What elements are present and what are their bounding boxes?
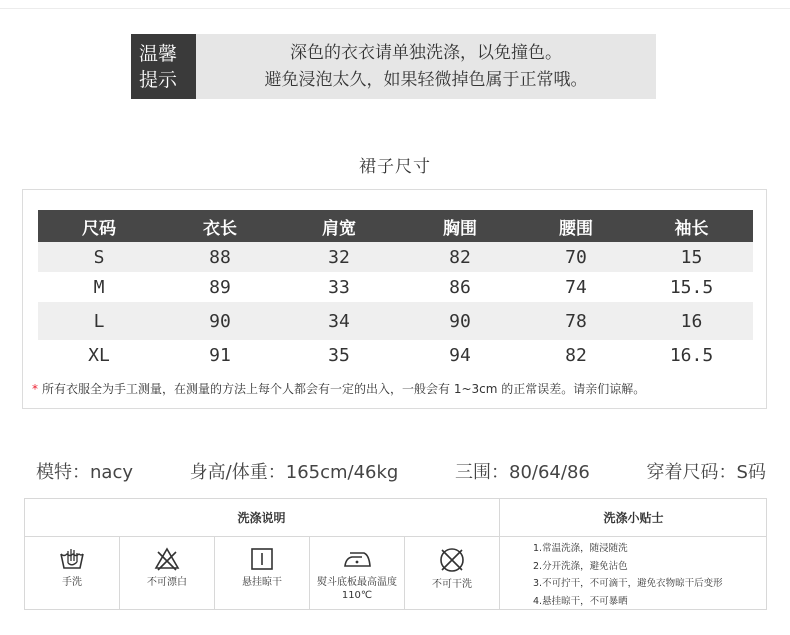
care-label: 手洗 bbox=[62, 577, 82, 588]
warm-tip-text bbox=[196, 34, 656, 99]
wash-tip: 3.不可拧干，不可滴干，避免衣物晾干后变形 bbox=[533, 578, 723, 589]
warm-tip-line1: 深色的衣衣请单独洗涤，以免撞色。 bbox=[290, 42, 562, 63]
table-cell: 70 bbox=[522, 242, 630, 272]
table-cell: 15 bbox=[630, 242, 753, 272]
header-shoulder: 肩宽 bbox=[280, 210, 398, 242]
table-cell: 90 bbox=[398, 302, 522, 340]
table-row bbox=[38, 302, 753, 340]
table-cell: M bbox=[93, 276, 105, 298]
care-item-hand-wash bbox=[24, 536, 120, 610]
table-cell: XL bbox=[88, 344, 110, 366]
hang-dry-icon bbox=[249, 546, 275, 572]
table-cell: 94 bbox=[449, 344, 471, 366]
header-bust: 胸围 bbox=[398, 210, 522, 242]
table-cell: 88 bbox=[160, 242, 280, 272]
table-cell: 32 bbox=[280, 242, 398, 272]
table-row bbox=[38, 272, 753, 302]
table-cell: 78 bbox=[522, 302, 630, 340]
care-label: 悬挂晾干 bbox=[242, 577, 282, 588]
size-table bbox=[38, 210, 753, 370]
care-label: 不可干洗 bbox=[432, 579, 472, 590]
model-name: 模特：nacy bbox=[36, 462, 133, 483]
table-cell: 35 bbox=[328, 344, 350, 366]
care-label: 熨斗底板最高温度110℃ bbox=[317, 577, 397, 601]
wash-tip: 4.悬挂晾干，不可暴晒 bbox=[533, 595, 628, 607]
table-row bbox=[38, 242, 753, 272]
no-bleach-icon bbox=[154, 546, 180, 572]
care-label: 不可漂白 bbox=[147, 577, 187, 588]
warm-tip-tag-line1: 温馨 bbox=[139, 42, 178, 65]
header-length: 衣长 bbox=[160, 210, 280, 242]
warm-tip-tag bbox=[131, 34, 196, 99]
top-divider bbox=[0, 8, 790, 9]
hand-wash-icon bbox=[59, 546, 85, 572]
size-chart-title: 裙子尺寸 bbox=[359, 157, 431, 177]
table-cell: S bbox=[38, 242, 160, 272]
wash-tip: 2.分开洗涤，避免沾色 bbox=[533, 560, 628, 572]
size-table-header bbox=[38, 210, 753, 242]
table-cell: 16 bbox=[630, 302, 753, 340]
no-dry-clean-icon bbox=[438, 546, 466, 574]
warm-tip-line2: 避免浸泡太久，如果轻微掉色属于正常哦。 bbox=[264, 69, 588, 90]
header-size: 尺码 bbox=[38, 210, 160, 242]
table-cell: 33 bbox=[328, 276, 350, 298]
model-info bbox=[36, 458, 766, 484]
table-cell: 15.5 bbox=[669, 276, 714, 298]
care-item-hang-dry bbox=[214, 536, 310, 610]
wash-tips-header: 洗涤小贴士 bbox=[603, 510, 664, 525]
table-cell: 86 bbox=[449, 276, 471, 298]
header-waist: 腰围 bbox=[522, 210, 630, 242]
table-cell: 16.5 bbox=[669, 344, 714, 366]
table-cell: 90 bbox=[160, 302, 280, 340]
table-cell: 89 bbox=[209, 276, 231, 298]
note-star: * bbox=[32, 382, 38, 396]
table-cell: 91 bbox=[209, 344, 231, 366]
measurement-note bbox=[32, 380, 645, 397]
care-item-no-dry-clean bbox=[404, 536, 500, 610]
model-measurements: 三围：80/64/86 bbox=[455, 462, 590, 483]
table-row bbox=[38, 340, 753, 370]
wash-tips-list bbox=[533, 540, 723, 610]
table-cell: 74 bbox=[565, 276, 587, 298]
warm-tip-tag-line2: 提示 bbox=[139, 68, 178, 91]
wash-tip: 1.常温洗涤，随浸随洗 bbox=[533, 543, 628, 554]
table-cell: 82 bbox=[398, 242, 522, 272]
wash-instructions-header: 洗涤说明 bbox=[237, 510, 286, 525]
model-height-weight: 身高/体重：165cm/46kg bbox=[189, 462, 399, 483]
care-item-no-bleach bbox=[119, 536, 215, 610]
table-cell: 82 bbox=[565, 344, 587, 366]
header-sleeve: 袖长 bbox=[630, 210, 753, 242]
iron-icon bbox=[342, 546, 372, 572]
note-text: 所有衣服全为手工测量，在测量的方法上每个人都会有一定的出入，一般会有 1~3cm 的正常误差。请亲们谅解。 bbox=[42, 382, 646, 396]
table-cell: L bbox=[38, 302, 160, 340]
care-item-iron bbox=[309, 536, 405, 610]
model-size-worn: 穿着尺码：S码 bbox=[646, 462, 766, 483]
table-cell: 34 bbox=[280, 302, 398, 340]
